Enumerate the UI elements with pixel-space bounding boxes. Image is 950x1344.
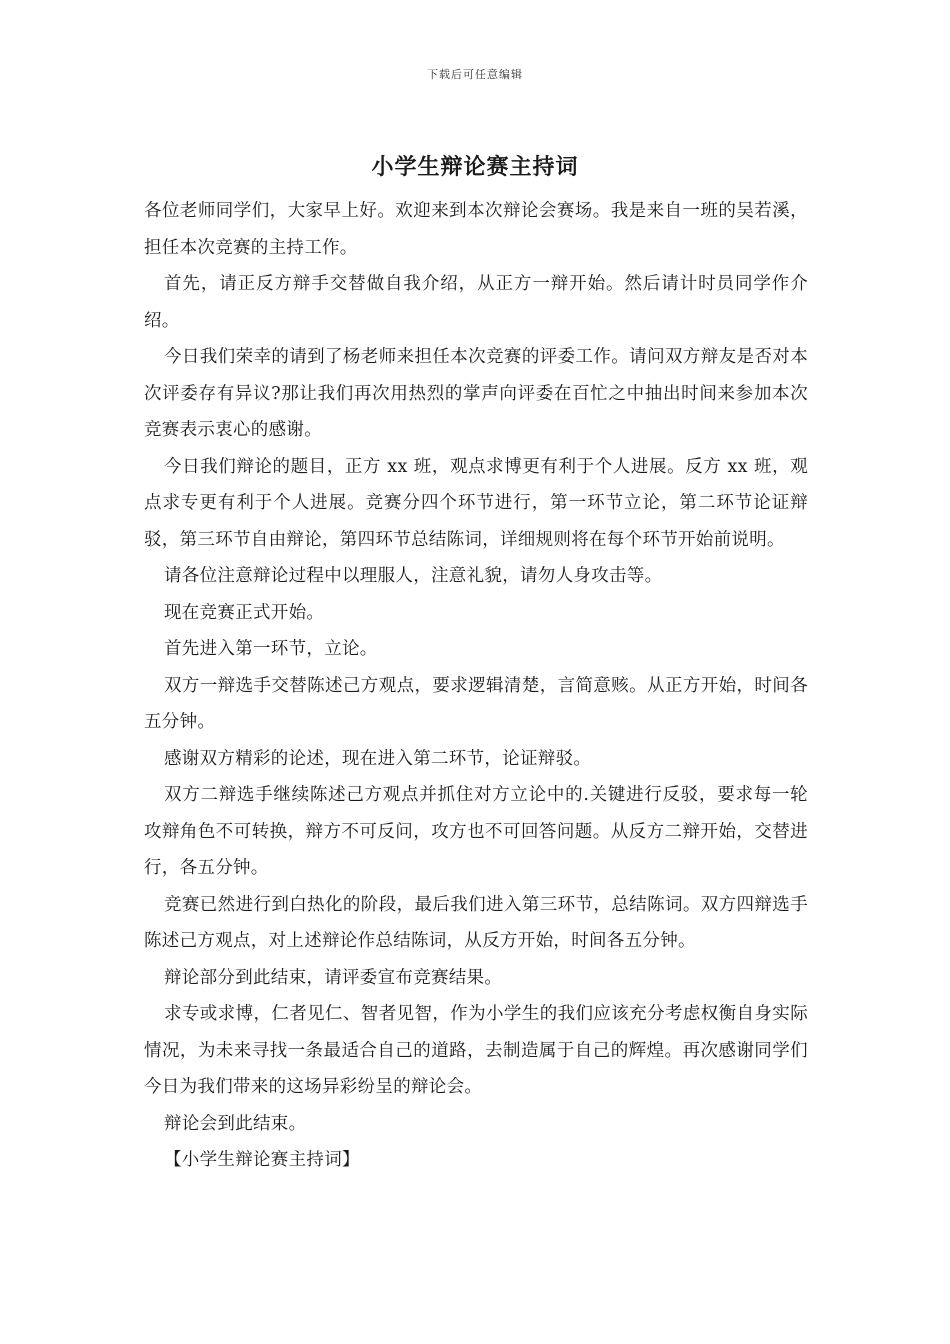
header-note: 下载后可任意编辑: [427, 68, 523, 81]
paragraph: 辩论部分到此结束，请评委宣布竞赛结果。: [164, 967, 503, 988]
paragraph: 双方一辩选手交替陈述己方观点，要求逻辑清楚，言简意赅。从正方开始，时间各五分钟。: [144, 675, 808, 732]
paragraph: 今日我们荣幸的请到了杨老师来担任本次竞赛的评委工作。请问双方辩友是否对本次评委存有异议?那让我们再次用热烈的掌声向评委在百忙之中抽出时间来参加本次竞赛表示衷心的感谢。: [144, 347, 808, 440]
document-title: 小学生辩论赛主持词: [371, 154, 579, 180]
paragraph: 今日我们辩论的题目，正方 xx 班，观点求博更有利于个人进展。反方 xx 班，观点求专更有利于个人进展。竞赛分四个环节进行，第一环节立论，第二环节论证辩驳，第三环节自由辩论，第四环节总结陈词，详细规则将在每个环节开始前说明。: [144, 456, 808, 550]
paragraph: 双方二辩选手继续陈述己方观点并抓住对方立论中的.关键进行反驳，要求每一轮攻辩角色不可转换，辩方不可反问，攻方也不可回答问题。从反方二辩开始，交替进行，各五分钟。: [144, 785, 808, 878]
paragraph: 感谢双方精彩的论述，现在进入第二环节，论证辩驳。: [164, 748, 592, 769]
paragraph: 求专或求博，仁者见仁、智者见智，作为小学生的我们应该充分考虑权衡自身实际情况，为未来寻找一条最适合自己的道路，去制造属于自己的辉煌。再次感谢同学们今日为我们带来的这场异彩纷呈的辩论会。: [144, 1004, 808, 1097]
paragraph: 现在竞赛正式开始。: [164, 602, 325, 623]
paragraph: 各位老师同学们，大家早上好。欢迎来到本次辩论会赛场。我是来自一班的吴若溪，担任本次竞赛的主持工作。: [144, 201, 808, 258]
document-body: [144, 193, 808, 1179]
paragraph: 首先，请正反方辩手交替做自我介绍，从正方一辩开始。然后请计时员同学作介绍。: [144, 274, 808, 331]
paragraph: 请各位注意辩论过程中以理服人，注意礼貌，请勿人身攻击等。: [164, 566, 663, 586]
paragraph: 首先进入第一环节，立论。: [164, 639, 378, 659]
paragraph: 辩论会到此结束。: [164, 1113, 307, 1134]
closing-title-reference: 【小学生辩论赛主持词】: [164, 1150, 360, 1170]
paragraph: 竞赛已然进行到白热化的阶段，最后我们进入第三环节，总结陈词。双方四辩选手陈述己方观点，对上述辩论作总结陈词，从反方开始，时间各五分钟。: [144, 894, 808, 951]
